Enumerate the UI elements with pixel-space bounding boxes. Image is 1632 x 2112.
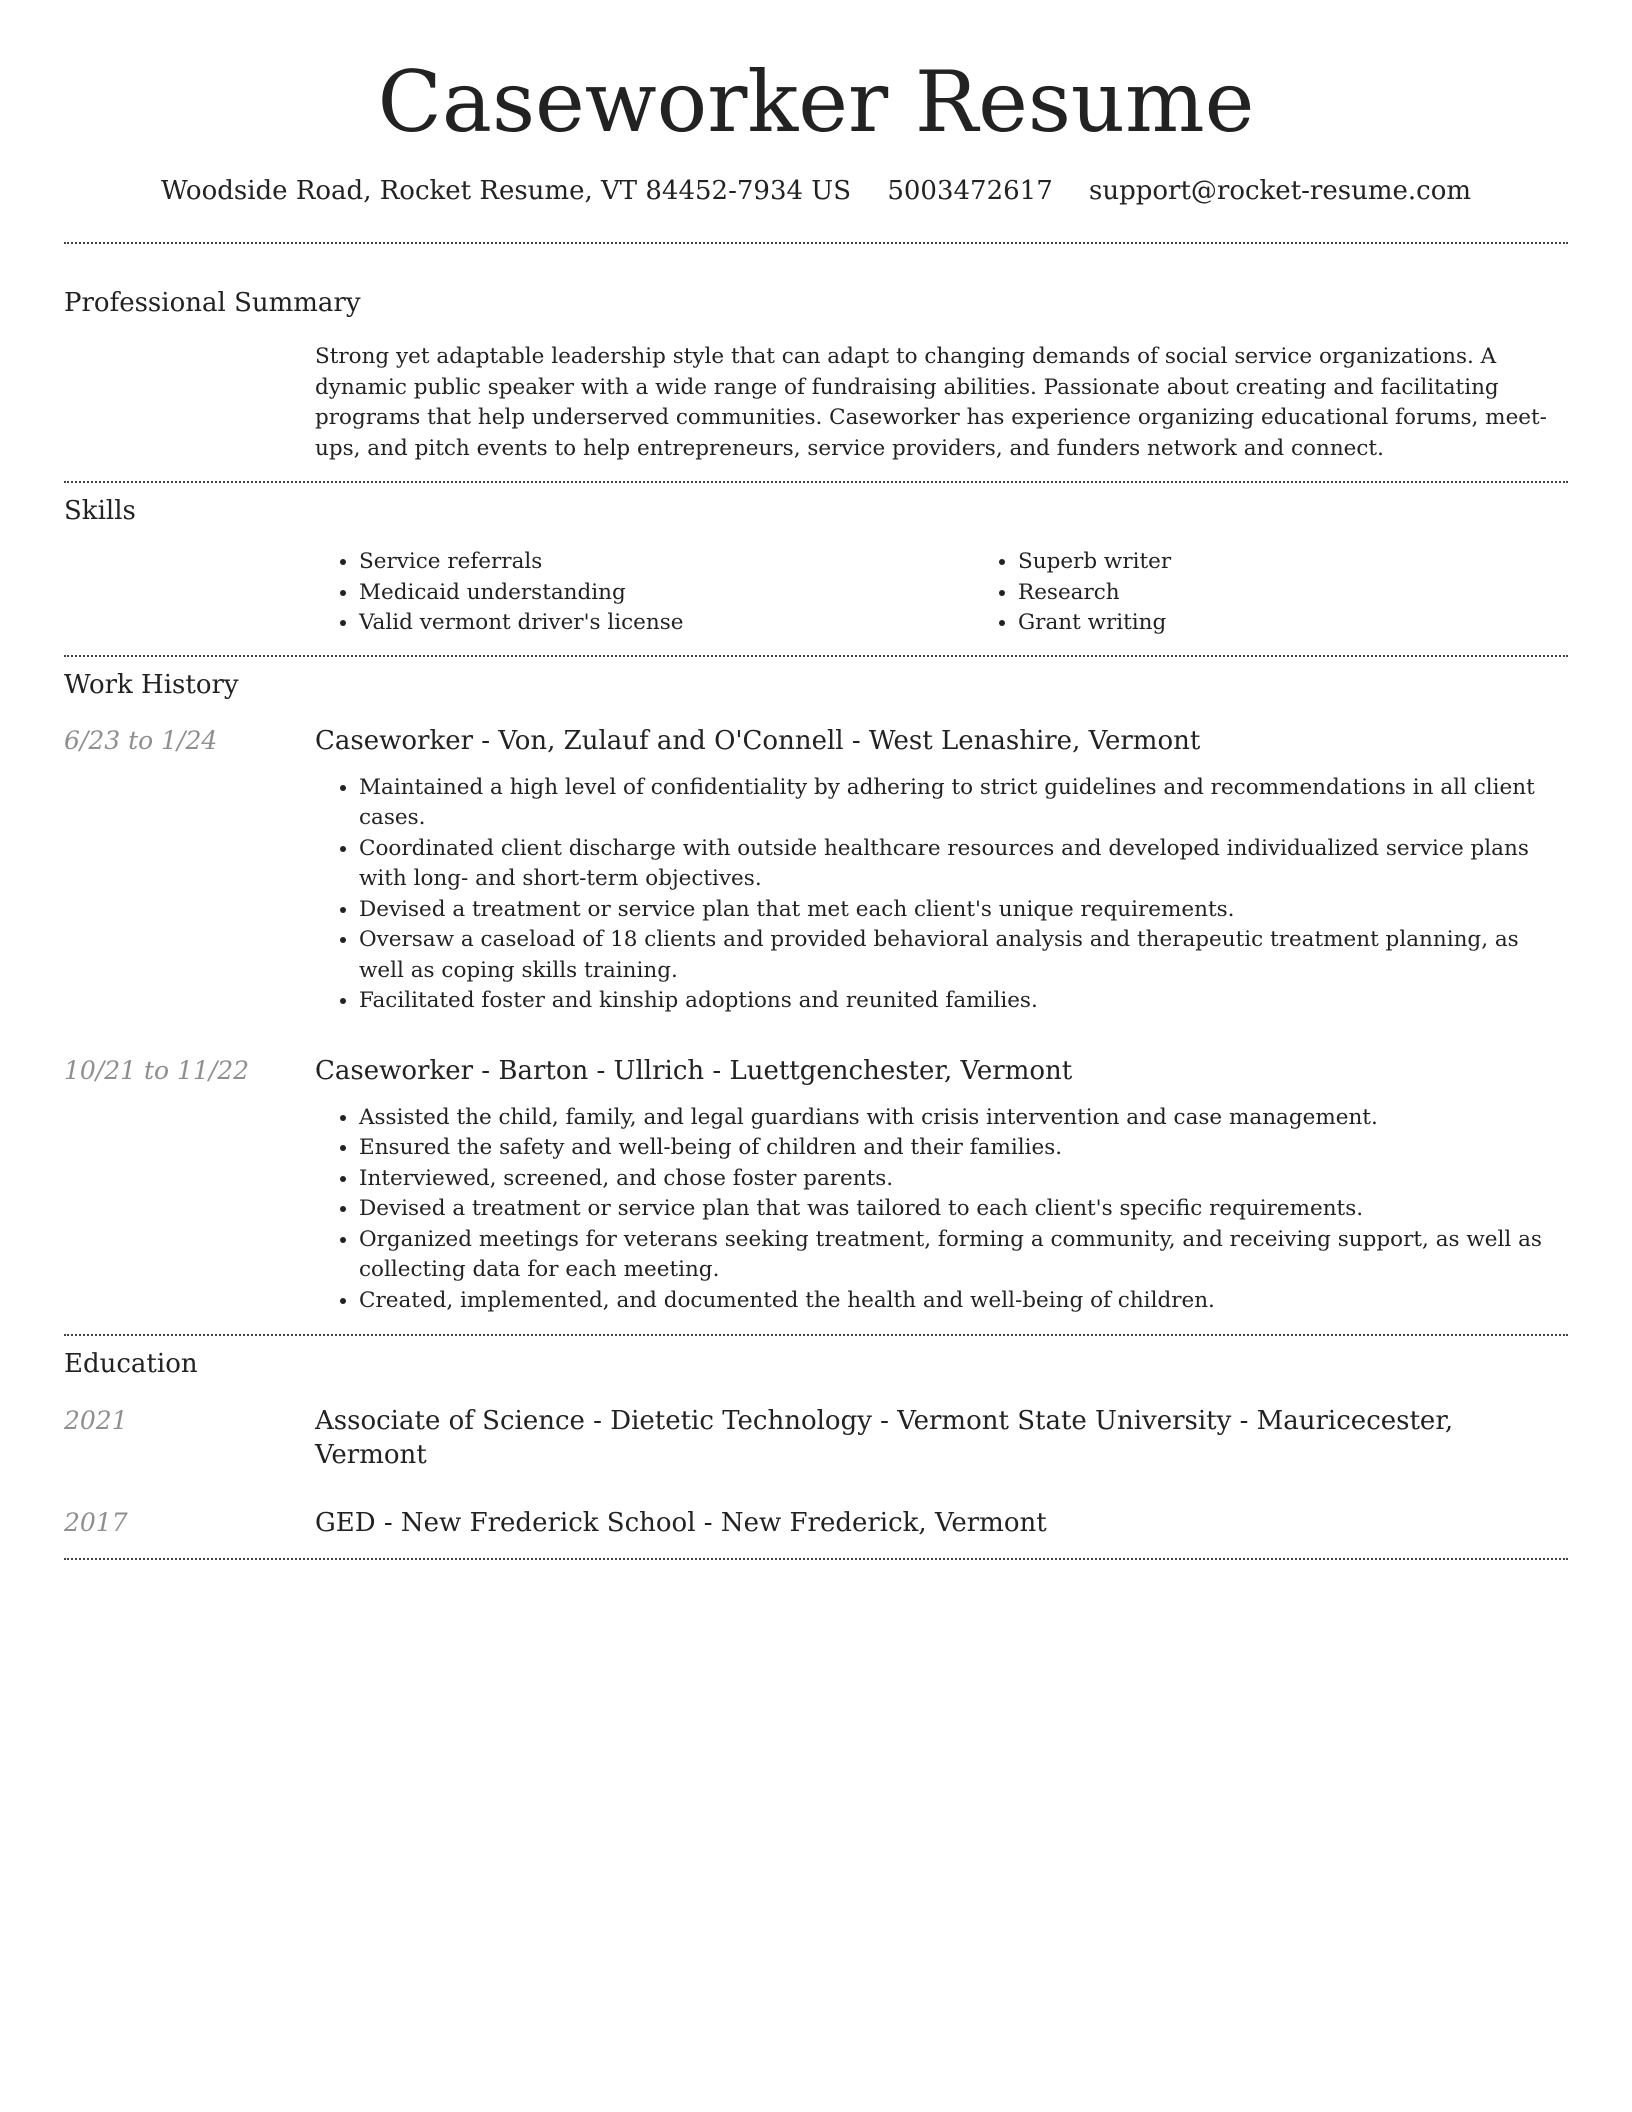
job-bullet: • Devised a treatment or service plan that met each client's unique requirements. (359, 895, 1568, 926)
job-dates: 10/21 to 11/22 (64, 1055, 250, 1085)
skill-item: • Medicaid understanding (359, 578, 974, 609)
contact-email: support@rocket-resume.com (1089, 176, 1472, 206)
skill-item: • Valid vermont driver's license (359, 608, 974, 639)
job-bullet: • Assisted the child, family, and legal guardians with crisis intervention and case management. (359, 1103, 1568, 1134)
education-entry (64, 1404, 1568, 1472)
education-degree: Associate of Science - Dietetic Technology - Vermont State University - Mauricecester, Vermont (315, 1406, 1454, 1470)
education-section (64, 1347, 1568, 1540)
job-bullet: • Interviewed, screened, and chose foster parents. (359, 1164, 1568, 1195)
job-entry (64, 1054, 1568, 1317)
skill-item: • Grant writing (1018, 608, 1632, 639)
skill-item: • Service referrals (359, 547, 974, 578)
skills-list-left (315, 547, 974, 639)
job-bullet: • Organized meetings for veterans seeking treatment, forming a community, and receiving support, as well as collecting data for each meeting. (359, 1225, 1568, 1286)
job-bullet: • Facilitated foster and kinship adoptions and reunited families. (359, 986, 1568, 1017)
divider (64, 1334, 1568, 1336)
job-bullets (315, 773, 1568, 1017)
divider (64, 481, 1568, 483)
skills-section (64, 494, 1568, 639)
job-bullet: • Ensured the safety and well-being of children and their families. (359, 1133, 1568, 1164)
job-title: Caseworker - Von, Zulauf and O'Connell - West Lenashire, Vermont (315, 725, 1201, 756)
divider (64, 655, 1568, 657)
contact-line (64, 174, 1568, 208)
job-bullet: • Devised a treatment or service plan that was tailored to each client's specific requirements. (359, 1194, 1568, 1225)
summary-text: Strong yet adaptable leadership style that can adapt to changing demands of social service organizations. A dynamic public speaker with a wide range of fundraising abilities. Passionate about creating and facilitating programs that help underserved communities. Caseworker has experience organizing educational forums, meet-ups, and pitch events to help entrepreneurs, service providers, and funders network and connect. (315, 344, 1547, 461)
education-year: 2017 (64, 1508, 128, 1537)
job-dates: 6/23 to 1/24 (64, 725, 218, 755)
education-entry (64, 1506, 1568, 1540)
work-history-heading: Work History (64, 669, 239, 700)
resume-title: Caseworker Resume (377, 53, 1255, 151)
skill-item: • Superb writer (1018, 547, 1632, 578)
divider (64, 242, 1568, 244)
resume-header (64, 0, 1568, 208)
work-history-section (64, 668, 1568, 1317)
job-bullets (315, 1103, 1568, 1317)
summary-section (64, 286, 1568, 464)
education-heading: Education (64, 1349, 198, 1379)
job-bullet: • Oversaw a caseload of 18 clients and provided behavioral analysis and therapeutic treatment planning, as well as coping skills training. (359, 925, 1568, 986)
job-entry (64, 724, 1568, 1017)
job-bullet: • Coordinated client discharge with outside healthcare resources and developed individualized service plans with long- and short-term objectives. (359, 834, 1568, 895)
summary-heading: Professional Summary (64, 288, 361, 318)
job-bullet: • Created, implemented, and documented the health and well-being of children. (359, 1286, 1568, 1317)
skills-heading: Skills (64, 496, 136, 526)
job-bullet: • Maintained a high level of confidentiality by adhering to strict guidelines and recommendations in all client cases. (359, 773, 1568, 834)
contact-phone: 5003472617 (887, 176, 1053, 206)
divider (64, 1558, 1568, 1560)
education-degree: GED - New Frederick School - New Frederick, Vermont (315, 1508, 1047, 1538)
skill-item: • Research (1018, 578, 1632, 609)
education-year: 2021 (64, 1406, 128, 1435)
job-title: Caseworker - Barton - Ullrich - Luettgenchester, Vermont (315, 1055, 1073, 1086)
skills-list-right (974, 547, 1632, 639)
contact-address: Woodside Road, Rocket Resume, VT 84452-7934 US (160, 176, 852, 206)
